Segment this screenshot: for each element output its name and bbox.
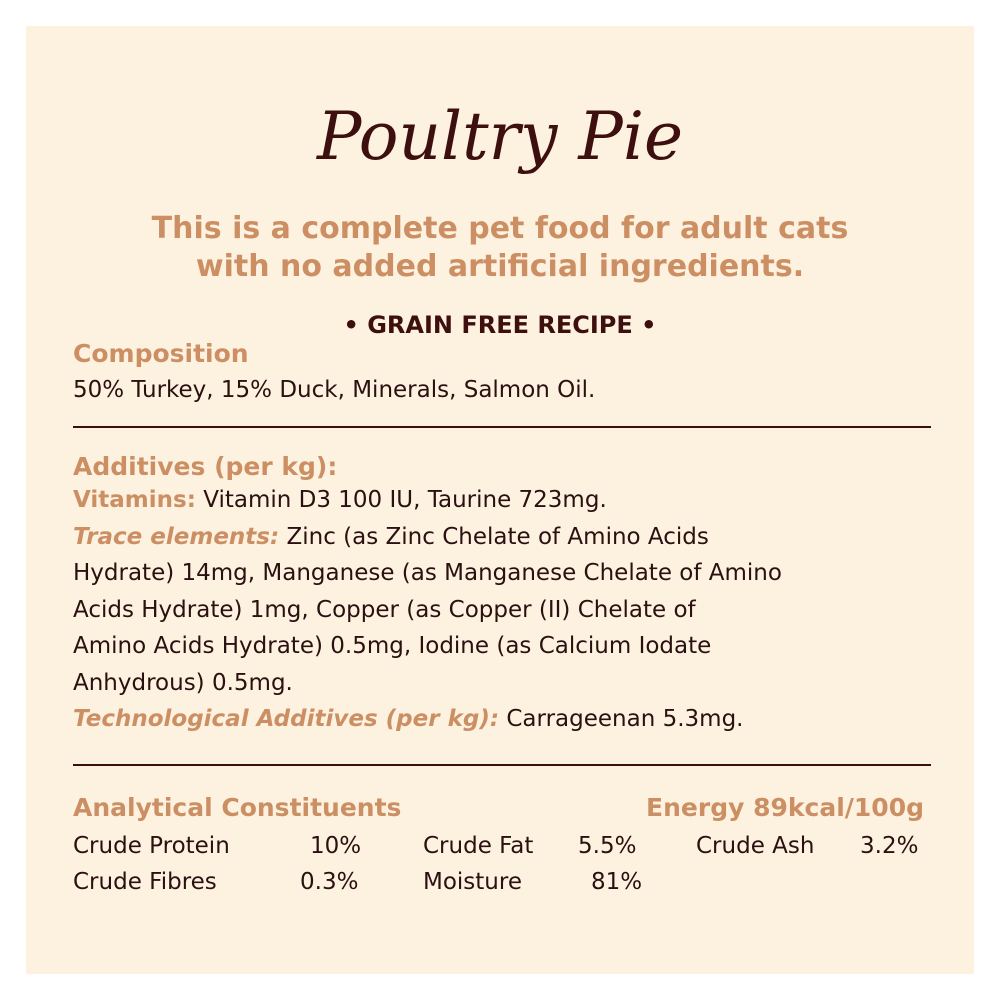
- energy-value: Energy 89kcal/100g: [646, 793, 924, 822]
- additives-body: [73, 482, 933, 738]
- crude-ash-label: Crude Ash: [696, 833, 815, 859]
- subtitle-line-2: with no added artificial ingredients.: [195, 249, 805, 284]
- composition-text: 50% Turkey, 15% Duck, Minerals, Salmon Oil.: [73, 377, 596, 403]
- tech-additives-text: Carrageenan 5.3mg.: [506, 706, 744, 732]
- crude-protein-value: 10%: [310, 833, 362, 859]
- trace-elements-label: Trace elements:: [73, 523, 280, 550]
- crude-fibres-value: 0.3%: [300, 869, 359, 895]
- subtitle-line-1: This is a complete pet food for adult cats: [151, 211, 849, 246]
- trace-line-1: [73, 519, 933, 556]
- product-title: Poultry Pie: [317, 98, 683, 175]
- vitamins-text: Vitamin D3 100 IU, Taurine 723mg.: [203, 487, 607, 513]
- tech-additives-label: Technological Additives (per kg):: [73, 706, 500, 732]
- grain-free-banner: • GRAIN FREE RECIPE •: [343, 311, 657, 339]
- crude-fibres-label: Crude Fibres: [73, 869, 217, 895]
- trace-elements-text-4: Amino Acids Hydrate) 0.5mg, Iodine (as Calcium Iodate: [73, 633, 712, 659]
- moisture-value: 81%: [591, 869, 643, 895]
- additives-heading: Additives (per kg):: [73, 452, 338, 481]
- trace-elements-text-3: Acids Hydrate) 1mg, Copper (as Copper (II) Chelate of: [73, 596, 696, 623]
- crude-fat-label: Crude Fat: [423, 833, 534, 859]
- tech-additives-line: [73, 701, 933, 738]
- product-subtitle: [26, 210, 974, 286]
- product-label: [26, 26, 974, 974]
- vitamins-line: [73, 482, 933, 519]
- trace-elements-text-1: Zinc (as Zinc Chelate of Amino Acids: [286, 523, 709, 550]
- trace-elements-text-2: Hydrate) 14mg, Manganese (as Manganese Chelate of Amino: [73, 560, 782, 586]
- analytical-heading: Analytical Constituents: [73, 793, 402, 822]
- trace-elements-text-5: Anhydrous) 0.5mg.: [73, 669, 293, 696]
- divider-1: [73, 426, 931, 428]
- crude-fat-value: 5.5%: [578, 833, 637, 859]
- vitamins-label: Vitamins:: [73, 487, 196, 513]
- composition-heading: Composition: [73, 339, 249, 368]
- moisture-label: Moisture: [423, 869, 522, 895]
- crude-ash-value: 3.2%: [860, 833, 919, 859]
- crude-protein-label: Crude Protein: [73, 833, 230, 859]
- divider-2: [73, 764, 931, 766]
